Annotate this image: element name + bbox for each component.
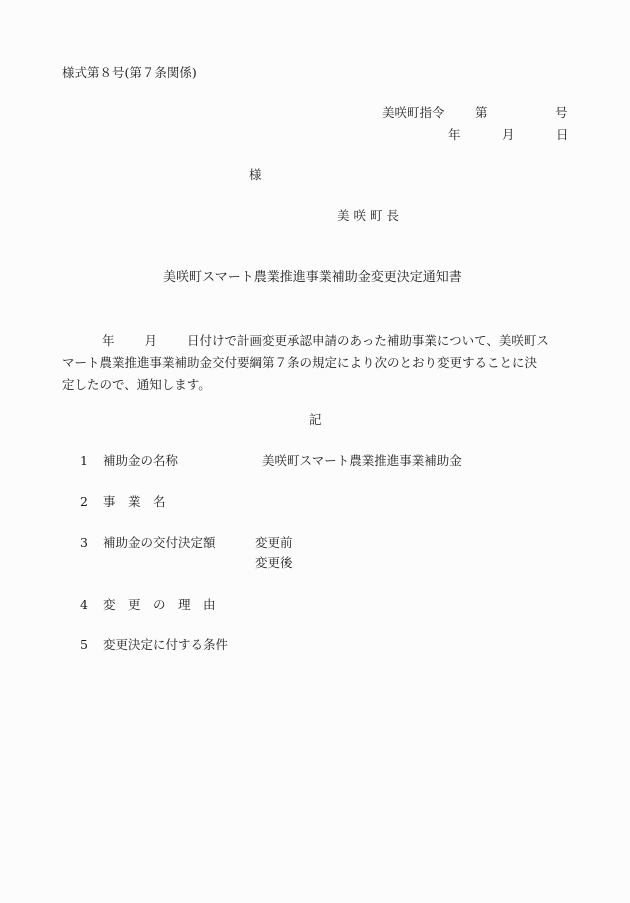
order-go-label: 号 bbox=[555, 105, 568, 120]
item-1-label: 補助金の名称 bbox=[103, 453, 179, 468]
order-prefix: 美咲町指令 bbox=[382, 105, 445, 120]
date-month-label: 月 bbox=[502, 127, 515, 142]
item-3-value-before: 変更前 bbox=[255, 535, 293, 550]
order-dai-label: 第 bbox=[475, 105, 488, 120]
item-5-number: 5 bbox=[80, 637, 88, 652]
item-2-label: 事 業 名 bbox=[103, 494, 166, 509]
item-4-label: 変 更 の 理 由 bbox=[103, 597, 216, 612]
body-line-1 bbox=[62, 330, 582, 352]
item-1-number: 1 bbox=[80, 453, 88, 468]
item-3-label: 補助金の交付決定額 bbox=[103, 535, 216, 550]
body-paragraph bbox=[62, 330, 582, 396]
item-4-number: 4 bbox=[80, 597, 88, 612]
body-line-3: 定したので、通知します。 bbox=[62, 377, 211, 392]
body-date-month: 月 bbox=[144, 333, 158, 348]
issuer-title: 美 咲 町 長 bbox=[337, 208, 399, 223]
body-line-1-text: 日付けで計画変更承認申請のあった補助事業について、美咲町ス bbox=[187, 333, 549, 348]
ki-label: 記 bbox=[309, 412, 322, 427]
form-number: 様式第８号(第７条関係) bbox=[62, 65, 197, 80]
document-title: 美咲町スマート農業推進事業補助金変更決定通知書 bbox=[163, 270, 462, 285]
item-5-label: 変更決定に付する条件 bbox=[103, 637, 229, 652]
date-year-label: 年 bbox=[448, 127, 461, 142]
body-line-2: マート農業推進事業補助金交付要綱第７条の規定により次のとおり変更することに決 bbox=[62, 355, 538, 370]
body-date-year: 年 bbox=[102, 333, 115, 348]
item-3-value-after: 変更後 bbox=[255, 555, 293, 570]
item-1-value: 美咲町スマート農業推進事業補助金 bbox=[262, 453, 462, 468]
item-3-number: 3 bbox=[80, 535, 88, 550]
item-2-number: 2 bbox=[80, 494, 88, 509]
recipient-honorific: 様 bbox=[249, 167, 262, 182]
date-day-label: 日 bbox=[556, 127, 569, 142]
